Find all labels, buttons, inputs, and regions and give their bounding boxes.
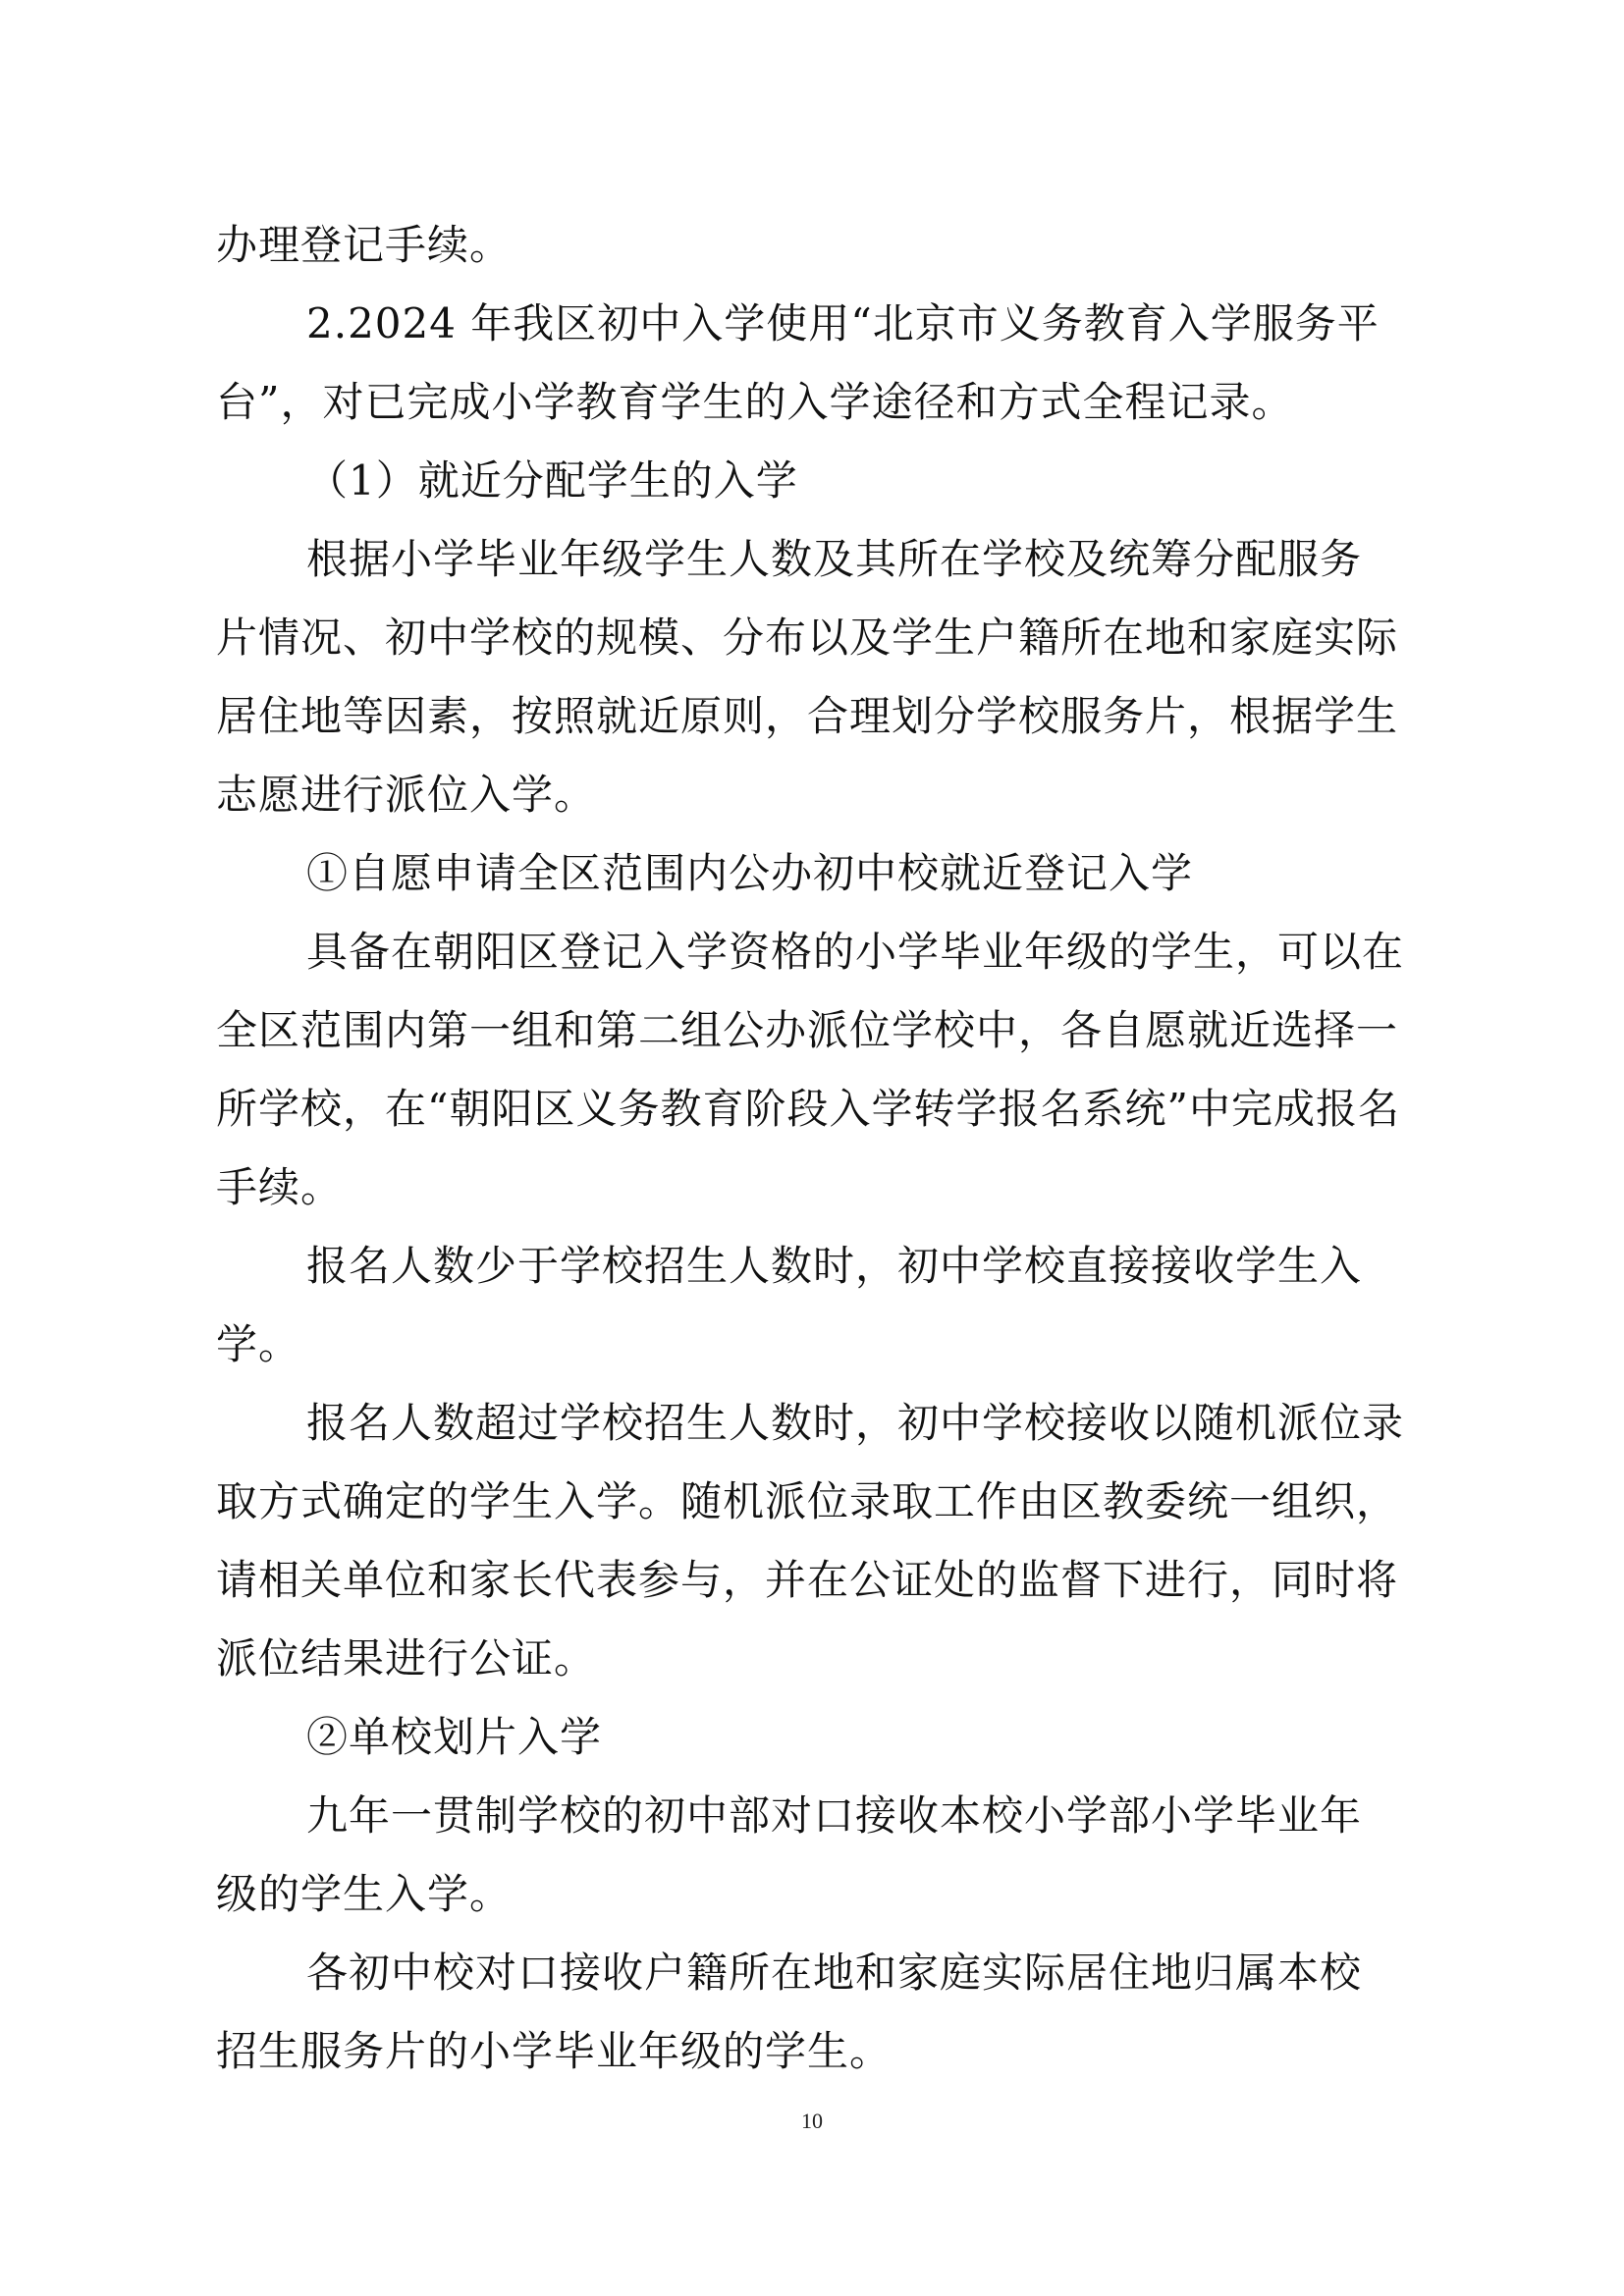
text-line: 九年一贯制学校的初中部对口接收本校小学部小学毕业年 (306, 1791, 1363, 1840)
document-body (216, 206, 1424, 2091)
text-line: 根据小学毕业年级学生人数及其所在学校及统筹分配服务 (306, 535, 1363, 583)
text-line: 志愿进行派位入学。 (216, 771, 597, 819)
subsection-heading: ②单校划片入学 (306, 1713, 603, 1761)
text-line: 取方式确定的学生入学。随机派位录取工作由区教委统一组织， (216, 1477, 1399, 1525)
text-line: 招生服务片的小学毕业年级的学生。 (216, 2027, 893, 2075)
section-heading: （1）就近分配学生的入学 (306, 456, 798, 505)
text-line: 报名人数超过学校招生人数时，初中学校接收以随机派位录 (306, 1399, 1405, 1447)
text-line: 2.2024 年我区初中入学使用“北京市义务教育入学服务平 (306, 299, 1380, 347)
text-line: 学。 (216, 1320, 301, 1368)
page-number: 10 (801, 2109, 823, 2133)
text-line: 派位结果进行公证。 (216, 1634, 597, 1682)
text-line: 片情况、初中学校的规模、分布以及学生户籍所在地和家庭实际 (216, 614, 1399, 662)
text-line: 报名人数少于学校招生人数时，初中学校直接接收学生入 (306, 1242, 1363, 1290)
text-line: 级的学生入学。 (216, 1870, 513, 1918)
text-line: 居住地等因素，按照就近原则，合理划分学校服务片，根据学生 (216, 692, 1399, 740)
text-line: 手续。 (216, 1163, 344, 1211)
text-line: 请相关单位和家长代表参与，并在公证处的监督下进行，同时将 (216, 1556, 1399, 1604)
text-line: 办理登记手续。 (216, 221, 513, 269)
text-line: 全区范围内第一组和第二组公办派位学校中，各自愿就近选择一 (216, 1006, 1399, 1054)
text-line: 台”，对已完成小学教育学生的入学途径和方式全程记录。 (216, 378, 1294, 426)
text-line: 具备在朝阳区登记入学资格的小学毕业年级的学生，可以在 (306, 928, 1405, 976)
subsection-heading: ①自愿申请全区范围内公办初中校就近登记入学 (306, 849, 1194, 897)
text-line: 各初中校对口接收户籍所在地和家庭实际居住地归属本校 (306, 1949, 1363, 1997)
text-line: 所学校，在“朝阳区义务教育阶段入学转学报名系统”中完成报名 (216, 1085, 1400, 1133)
